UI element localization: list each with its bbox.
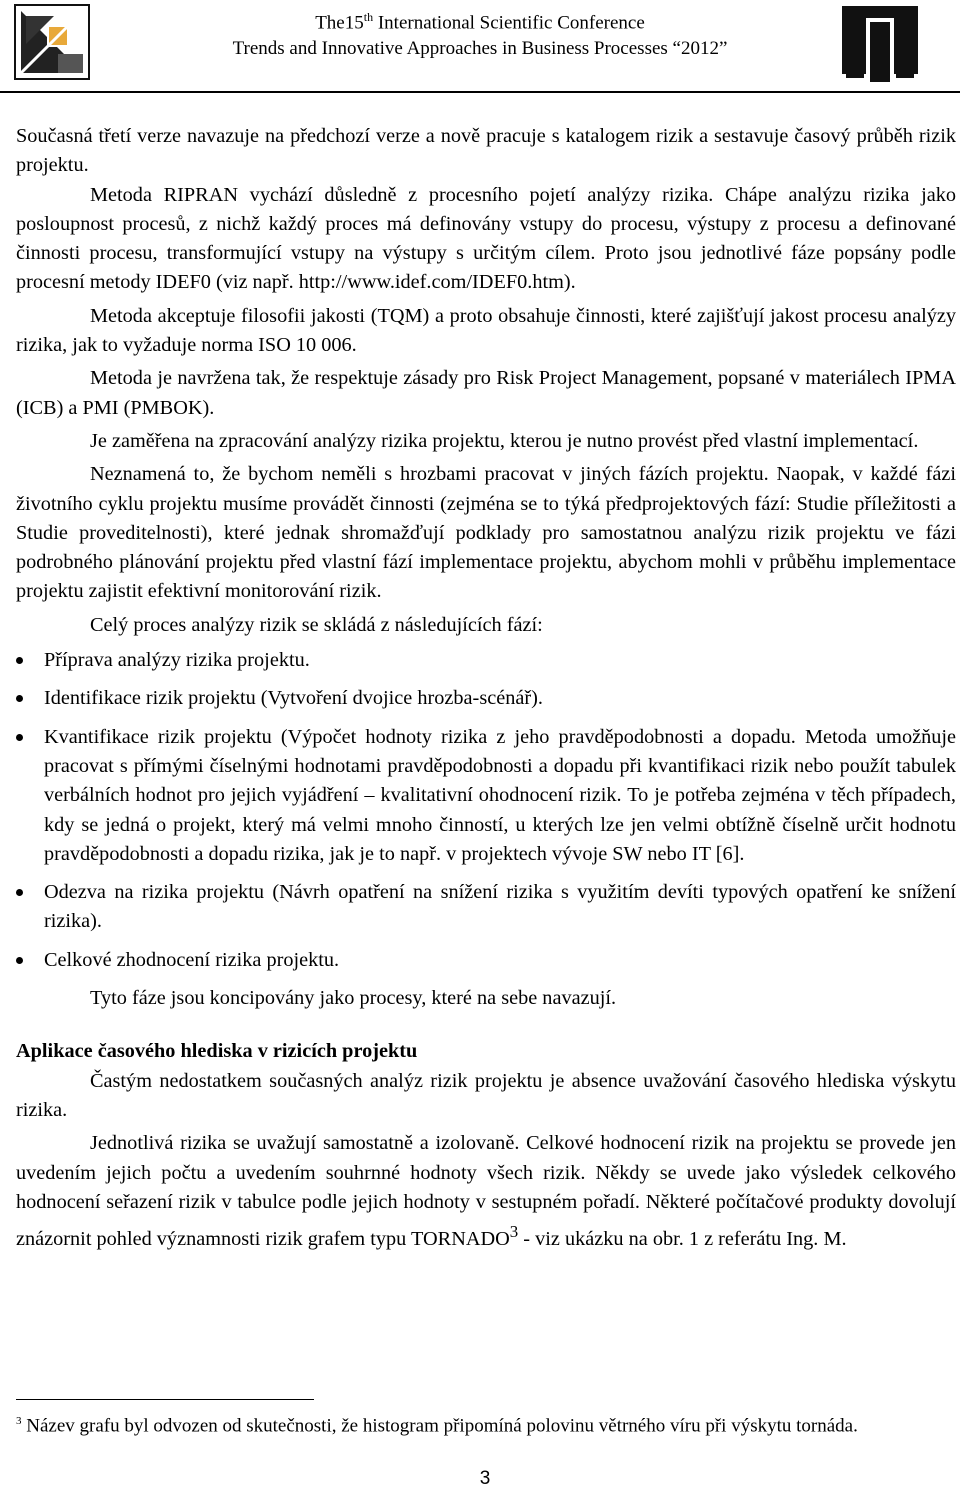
bullet-icon	[16, 734, 23, 741]
conference-title	[180, 4, 780, 62]
bullet-icon	[16, 889, 23, 896]
paragraph: Současná třetí verze navazuje na předchozí verze a nově pracuje s katalogem rizik a sestavuje časový průběh rizik projektu.	[16, 125, 956, 177]
header-rule	[0, 91, 960, 93]
list-item: Celkové zhodnocení rizika projektu.	[16, 946, 956, 975]
list-item: Příprava analýzy rizika projektu.	[16, 646, 956, 675]
paragraph: Celý proces analýzy rizik se skládá z následujících fází:	[90, 613, 543, 636]
list-item: Odezva na rizika projektu (Návrh opatření na snížení rizika s využitím devíti typových opatření ke snížení rizika).	[16, 878, 956, 937]
list-item: Identifikace rizik projektu (Vytvoření dvojice hrozba-scénář).	[16, 684, 956, 713]
paragraph: Metoda RIPRAN vychází důsledně z procesního pojetí analýzy rizika. Chápe analýzu rizika jako posloupnost procesů, z nichž každý proces má definovány vstupy do procesu, výstupy z procesu a definované činnosti procesu, transformující vstupy na výstupy s určitým cílem. Proto jsou jednotlivé fáze popsány podle procesní metody IDEF0 (viz např. http://www.idef.com/IDEF0.htm).	[16, 183, 956, 294]
paragraph: Častým nedostatkem současných analýz rizik projektu je absence uvažování časového hlediska výskytu rizika.	[16, 1069, 956, 1121]
bullet-icon	[16, 695, 23, 702]
list-item: Kvantifikace rizik projektu (Výpočet hodnoty rizika z jeho pravděpodobnosti a dopadu. Metoda umožňuje pracovat s přímými číselnými hodnotami pravděpodobnosti a dopadu při kvantifikaci rizik nebo použít tabulek verbálních hodnot pro jejich vyjádření – kvalitativní ohodnocení rizik. To je potřeba zejména v těch případech, kdy se jedná o projekt, který má velmi mnoho činností, u kterých lze jen velmi obtížně číselně určit hodnotu pravděpodobnosti a dopadu rizika, jak je to např. v projektech vývoje SW nebo IT [6].	[16, 723, 956, 869]
conference-line-2: Trends and Innovative Approaches in Business Processes “2012”	[232, 38, 728, 60]
footnote: $^3$ Název grafu byl odvozen od skutečnosti, že histogram připomíná polovinu větrného víru při výskytu tornáda.	[16, 1415, 858, 1437]
paragraph: Neznamená to, že bychom neměli s hrozbami pracovat v jiných fázích projektu. Naopak, v každé fázi životního cyklu projektu musíme provádět činnosti (zejména se to týká předprojektových fází: Studie příležitosti a Studie proveditelnosti), které jednak shromažďují podklady pro samostatnou analýzu rizik projektu ve fázi podrobného plánování projektu před vlastní fází implementace projektu, abychom mohli v průběhu implementace projektu zajistit efektivní monitorování rizik.	[16, 463, 956, 603]
page-number: 3	[479, 1468, 491, 1489]
bullet-icon	[16, 657, 23, 664]
paragraph: Metoda je navržena tak, že respektuje zásady pro Risk Project Management, popsané v materiálech IPMA (ICB) a PMI (PMBOK).	[16, 367, 956, 419]
conference-line-1: The15th International Scientific Conference	[315, 10, 645, 34]
paragraph: Je zaměřena na zpracování analýzy rizika projektu, kterou je nutno provést před vlastní implementací.	[90, 429, 919, 452]
footnote-rule	[16, 1399, 314, 1400]
university-logo-icon	[840, 4, 920, 84]
page-header	[0, 0, 960, 95]
conference-logo-icon	[14, 4, 90, 80]
main-text	[16, 122, 956, 1254]
phase-list	[16, 646, 956, 975]
footnote-ref: 3	[509, 1222, 519, 1242]
section-heading: Aplikace časového hlediska v rizicích projektu	[16, 1040, 418, 1063]
paragraph: Metoda akceptuje filosofii jakosti (TQM) a proto obsahuje činnosti, které zajišťují jakost procesu analýzy rizika, jak to vyžaduje norma ISO 10 006.	[16, 304, 956, 357]
paragraph: Jednotlivá rizika se uvažují samostatně a izolovaně. Celkové hodnocení rizik na projektu se provede jen uvedením jejich počtu a uvedením souhrnné hodnoty všech rizik. Někdy se uvede jako výsledek celkového hodnocení seřazení rizik v tabulce podle jejich hodnoty v sestupném pořadí. Některé počítačové produkty dovolují znázornit pohled významnosti rizik grafem typu TORNADO$^3$ - viz ukázku na obr. 1 z referátu Ing. M.	[16, 1132, 956, 1250]
bullet-icon	[16, 957, 23, 964]
paragraph: Tyto fáze jsou koncipovány jako procesy, které na sebe navazují.	[90, 987, 617, 1010]
